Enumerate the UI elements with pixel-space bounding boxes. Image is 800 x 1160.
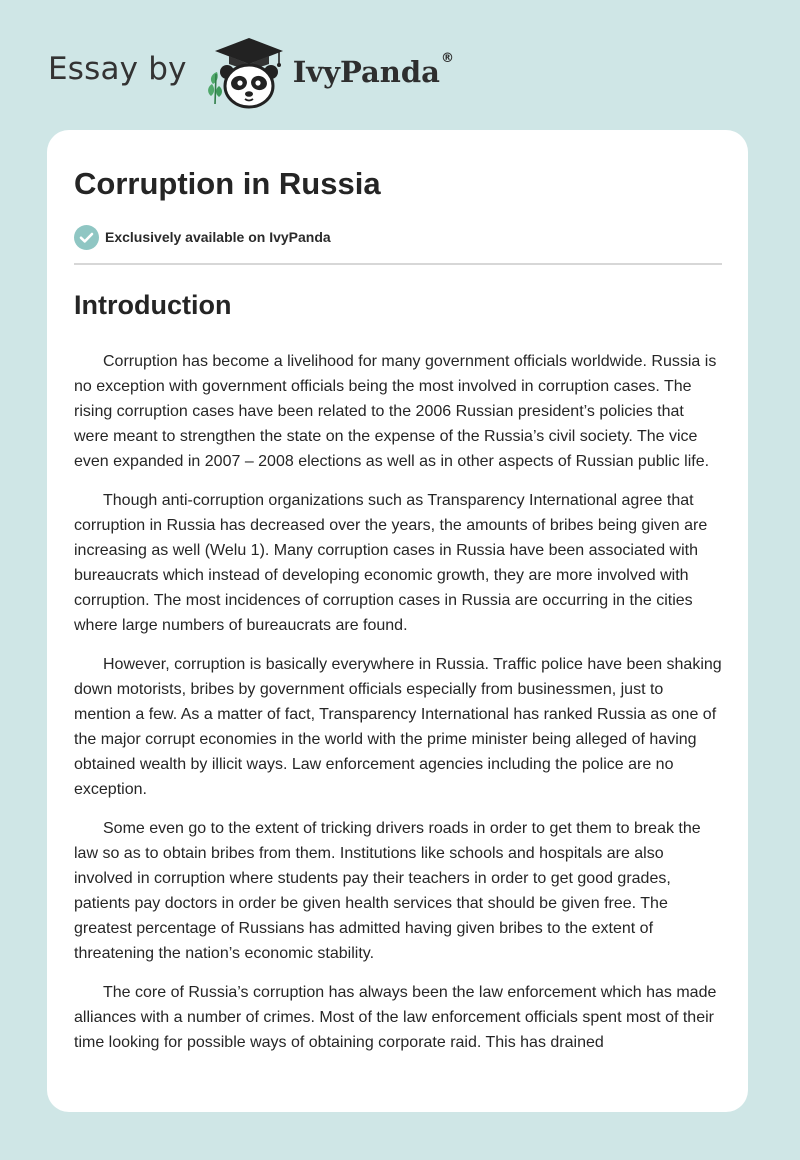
section-heading-introduction: Introduction: [74, 290, 232, 320]
exclusive-badge-label: Exclusively available on IvyPanda: [105, 229, 331, 245]
panda-graduate-logo-icon[interactable]: [201, 34, 291, 114]
essay-card: [47, 130, 748, 1112]
paragraph: However, corruption is basically everywhere in Russia. Traffic police have been shaking down motorists, bribes by government officials especially from businessmen, just to mention a few. As a matter of fact, Transparency International has ranked Russia as one of the major corrupt economies in the world with the prime minister being alleged of having obtained wealth by illicit ways. Law enforcement agencies including the police are no exception.: [74, 656, 722, 798]
check-circle-icon: [74, 225, 99, 250]
essay-body: [74, 349, 722, 1055]
essay-title: Corruption in Russia: [74, 166, 381, 201]
paragraph: Though anti-corruption organizations such as Transparency International agree that corruption in Russia has decreased over the years, the amounts of bribes being given are increasing as well (Welu 1). Many corruption cases in Russia have been associated with bureaucrats which instead of developing economic growth, they are more involved with corruption. The most incidences of corruption cases in Russia are occurring in the cities where large numbers of bureaucrats are found.: [74, 492, 708, 634]
paragraph: Some even go to the extent of tricking drivers roads in order to get them to break the law so as to obtain bribes from them. Institutions like schools and hospitals are also involved in corruption where students pay their teachers in order to get good grades, patients pay doctors in order be given health services that should be given free. The greatest percentage of Russians has admitted having given bribes to the extent of threatening the nation’s economic stability.: [74, 820, 701, 962]
exclusive-badge: [74, 224, 722, 250]
brand-name-text: IvyPanda: [292, 55, 440, 89]
ivy-leaf-icon: [208, 72, 222, 104]
paragraph: The core of Russia’s corruption has always been the law enforcement which has made alliances with a number of crimes. Most of the law enforcement officials spent most of their time looking for possible ways of obtaining corporate raid. This has drained: [74, 984, 717, 1051]
paragraph: Corruption has become a livelihood for many government officials worldwide. Russia is no exception with government officials being the most involved in corruption cases. The rising corruption cases have been related to the 2006 Russian president’s policies that were meant to strengthen the state on the expense of the Russia’s civil society. The vice even expanded in 2007 – 2008 elections as well as in other aspects of Russian public life.: [74, 353, 717, 470]
ivypanda-brand-name[interactable]: [292, 51, 454, 89]
site-header: [48, 34, 454, 114]
essay-by-label: Essay by: [48, 51, 187, 87]
registered-mark: ®: [440, 51, 454, 66]
